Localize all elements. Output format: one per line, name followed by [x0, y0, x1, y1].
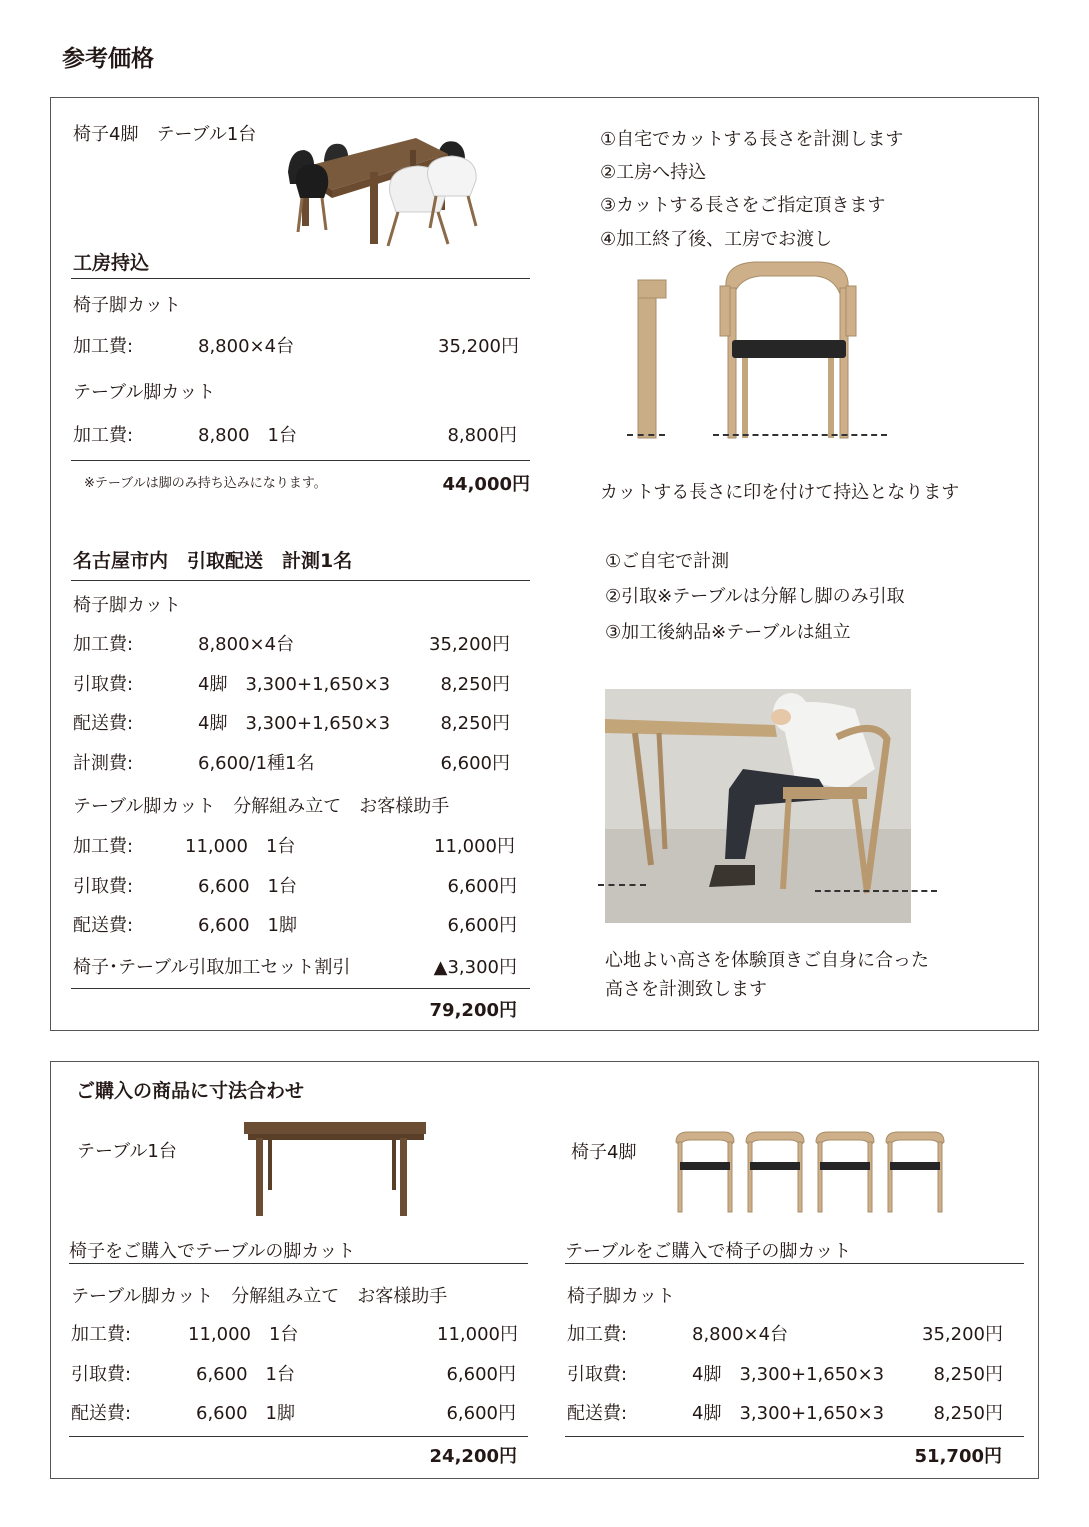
row-price: 35,200円: [429, 634, 510, 655]
workshop-note: ※テーブルは脚のみ持ち込みになります。: [84, 476, 327, 491]
chairs-label: 椅子4脚: [571, 1142, 637, 1163]
left-sub: テーブル脚カット 分解組み立て お客様助手: [71, 1286, 448, 1307]
cut-line: [815, 890, 937, 892]
row-detail: 6,600 1台: [196, 1364, 295, 1385]
row-price: 8,250円: [933, 1364, 1003, 1385]
right-sub: 椅子脚カット: [567, 1286, 675, 1307]
divider: [565, 1263, 1024, 1264]
cut-line: [713, 434, 887, 436]
workshop-table-sub: テーブル脚カット: [73, 382, 216, 403]
step-item: ①自宅でカットする長さを計測します: [600, 129, 904, 150]
row-price: 8,250円: [933, 1403, 1003, 1424]
divider: [71, 278, 530, 279]
left-total: 24,200円: [429, 1446, 517, 1467]
row-label: 配送費:: [567, 1403, 628, 1424]
row-price: 11,000円: [434, 836, 515, 857]
row-detail: 8,800×4台: [692, 1324, 789, 1345]
step-item: ④加工終了後、工房でお渡し: [600, 229, 833, 250]
row-detail: 4脚 3,300+1,650×3: [692, 1364, 885, 1385]
workshop-title: 工房持込: [73, 252, 150, 274]
row-detail: 6,600/1種1名: [198, 753, 315, 774]
row-detail: 6,600 1脚: [196, 1403, 295, 1424]
divider: [71, 988, 530, 989]
row-label: 引取費:: [73, 876, 134, 897]
row-price: 35,200円: [922, 1324, 1003, 1345]
measure-caption: 高さを計測致します: [605, 979, 767, 1000]
row-label: 計測費:: [73, 753, 134, 774]
step-item: ②工房へ持込: [600, 162, 707, 183]
row-label: 加工費:: [73, 634, 134, 655]
divider: [565, 1436, 1024, 1437]
row-price: 6,600円: [446, 1403, 516, 1424]
row-detail: 6,600 1台: [198, 876, 297, 897]
row-detail: 4脚 3,300+1,650×3: [692, 1403, 885, 1424]
step-item: ③加工後納品※テーブルは組立: [605, 622, 851, 643]
discount-price: ▲3,300円: [433, 957, 517, 978]
row-detail: 8,800×4台: [198, 634, 295, 655]
divider: [71, 460, 530, 461]
cut-line: [598, 884, 646, 886]
row-detail: 6,600 1脚: [198, 915, 297, 936]
row-detail: 4脚 3,300+1,650×3: [198, 713, 391, 734]
divider: [71, 580, 530, 581]
row-price: 11,000円: [437, 1324, 518, 1345]
row-label: 配送費:: [73, 713, 134, 734]
row-label: 配送費:: [71, 1403, 132, 1424]
mark-caption: カットする長さに印を付けて持込となります: [600, 482, 960, 503]
row-label: 配送費:: [73, 915, 134, 936]
workshop-chair-sub: 椅子脚カット: [73, 295, 181, 316]
workshop-total: 44,000円: [442, 474, 530, 495]
nagoya-chair-sub: 椅子脚カット: [73, 595, 181, 616]
section2-title: ご購入の商品に寸法合わせ: [76, 1080, 305, 1102]
row-detail: 4脚 3,300+1,650×3: [198, 674, 391, 695]
step-item: ③カットする長さをご指定頂きます: [600, 195, 886, 216]
row-detail: 8,800 1台: [198, 425, 297, 446]
row-label: 加工費:: [71, 1324, 132, 1345]
divider: [69, 1263, 528, 1264]
chair-leg-illustration: [620, 258, 890, 448]
row-price: 8,250円: [440, 713, 510, 734]
measuring-photo: [605, 689, 911, 923]
row-label: 引取費:: [567, 1364, 628, 1385]
step-item: ①ご自宅で計測: [605, 551, 730, 572]
set-heading: 椅子4脚 テーブル1台: [73, 124, 257, 145]
left-subtitle: 椅子をご購入でテーブルの脚カット: [69, 1241, 356, 1262]
row-label: 加工費:: [567, 1324, 628, 1345]
row-price: 6,600円: [447, 876, 517, 897]
right-total: 51,700円: [914, 1446, 1002, 1467]
row-label: 加工費:: [73, 836, 134, 857]
chairs-photo: [670, 1126, 950, 1216]
row-price: 6,600円: [447, 915, 517, 936]
measure-caption: 心地よい高さを体験頂きご自身に合った: [605, 950, 929, 971]
cut-line: [627, 434, 665, 436]
table-photo: [240, 1118, 430, 1222]
nagoya-title: 名古屋市内 引取配送 計測1名: [73, 550, 353, 572]
row-price: 8,250円: [440, 674, 510, 695]
row-label: 加工費:: [73, 336, 134, 357]
row-detail: 11,000 1台: [185, 836, 296, 857]
nagoya-total: 79,200円: [429, 1000, 517, 1021]
row-label: 引取費:: [73, 674, 134, 695]
row-label: 引取費:: [71, 1364, 132, 1385]
row-label: 加工費:: [73, 425, 134, 446]
row-price: 6,600円: [446, 1364, 516, 1385]
dining-set-photo: [278, 132, 483, 250]
page-title: 参考価格: [62, 46, 154, 72]
row-price: 6,600円: [440, 753, 510, 774]
row-price: 8,800円: [447, 425, 517, 446]
divider: [69, 1436, 528, 1437]
row-detail: 8,800×4台: [198, 336, 295, 357]
row-detail: 11,000 1台: [188, 1324, 299, 1345]
discount-label: 椅子･テーブル引取加工セット割引: [73, 957, 351, 978]
right-subtitle: テーブルをご購入で椅子の脚カット: [565, 1241, 852, 1262]
table-label: テーブル1台: [77, 1141, 177, 1162]
row-price: 35,200円: [438, 336, 519, 357]
nagoya-table-sub: テーブル脚カット 分解組み立て お客様助手: [73, 796, 450, 817]
step-item: ②引取※テーブルは分解し脚のみ引取: [605, 586, 905, 607]
